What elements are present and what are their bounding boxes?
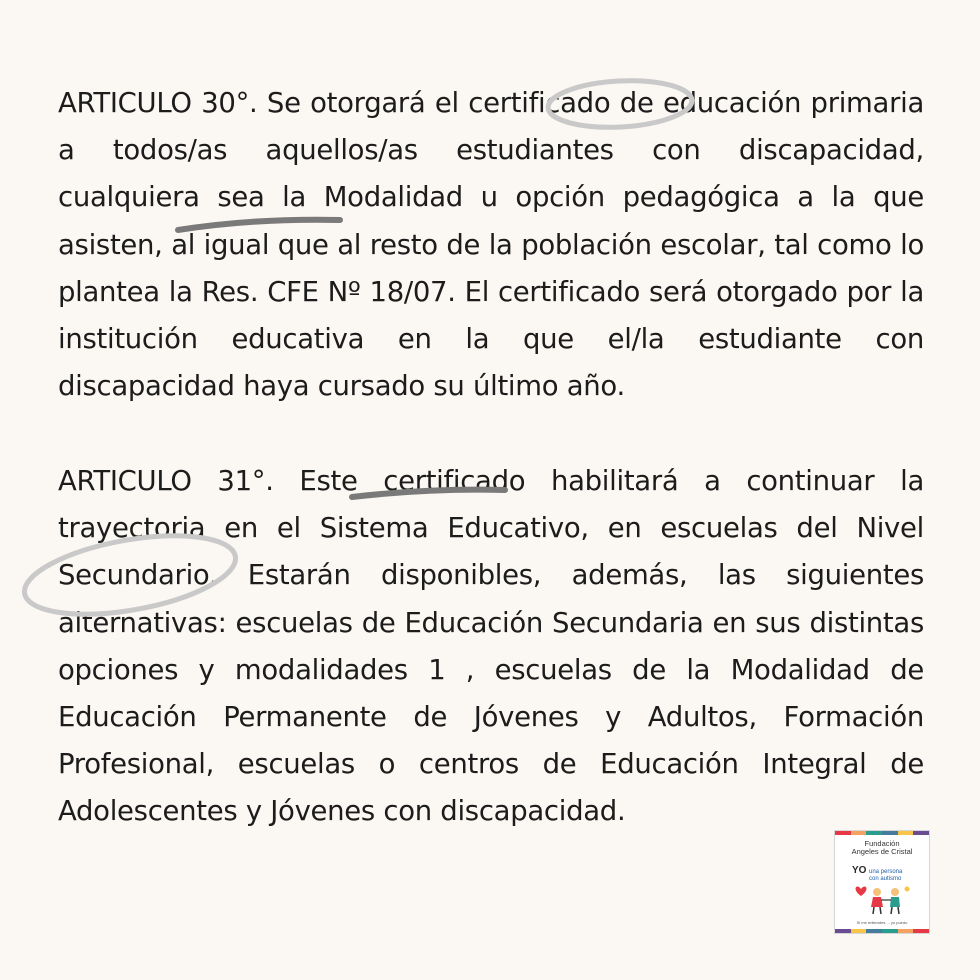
- logo-slogan-line1: una persona: [869, 869, 903, 875]
- child-head-icon: [891, 888, 899, 896]
- child-body-icon: [890, 897, 900, 907]
- child-body-icon: [871, 897, 883, 907]
- logo-footer-text: Si me entiendes ... yo puedo: [856, 920, 908, 925]
- logo-title-line1: Fundación: [864, 839, 900, 848]
- article-31-paragraph: ARTICULO 31°. Este certificado habilitará a continuar la trayectoria en el Sistema Educativo, en escuelas del Nivel Secundario. Estarán disponibles, además, las siguientes alternativas: escuelas de Educación Secundaria en sus distintas opciones y modalidades 1 , escuelas de la Modalidad de Educación Permanente de Jóvenes y Adultos, Formación Profesional, escuelas o centros de Educación Integral de Adolescentes y Jóvenes con discapacidad.: [58, 465, 924, 828]
- article-30-paragraph: ARTICULO 30°. Se otorgará el certificado de educación primaria a todos/as aquellos/as estudiantes con discapacidad, cualquiera sea la Modalidad u opción pedagógica a la que asisten, al igual que al resto de la población escolar, tal como lo plantea la Res. CFE Nº 18/07. El certificado será otorgado por la institución educativa en la que el/la estudiante con discapacidad haya cursado su último año.: [58, 87, 924, 403]
- logo-slogan-line2: con autismo: [869, 875, 902, 882]
- child-head-icon: [873, 888, 881, 896]
- star-icon: [905, 887, 910, 892]
- logo-slogan: [869, 869, 902, 882]
- logo-yo: YO: [852, 865, 867, 876]
- foundation-logo: [834, 830, 930, 934]
- children-illustration: [853, 883, 913, 915]
- logo-color-bar-bottom: [835, 929, 929, 933]
- logo-title-line2: Angeles de Cristal: [851, 847, 913, 856]
- logo-color-bar-top: [835, 831, 929, 835]
- logo-title: [835, 840, 929, 856]
- heart-icon: [856, 887, 867, 896]
